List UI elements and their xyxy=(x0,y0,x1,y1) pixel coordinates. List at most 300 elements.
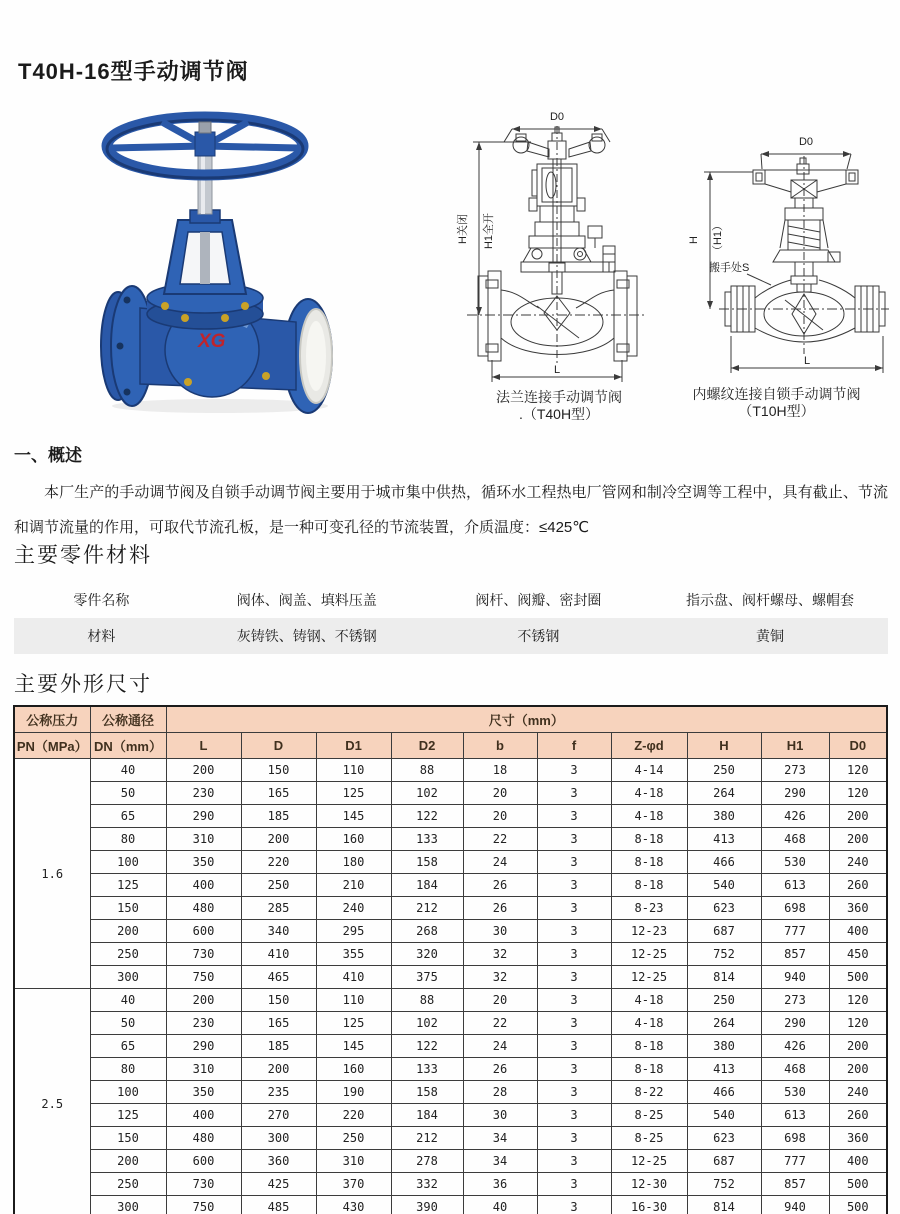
bolt xyxy=(184,378,192,386)
dim-cell: 857 xyxy=(761,1173,829,1196)
dim-cell: 20 xyxy=(463,805,537,828)
header-pressure: 公称压力 xyxy=(14,706,90,733)
dim-row xyxy=(14,1104,887,1127)
materials-cell: 阀杆、阀瓣、密封圈 xyxy=(475,592,602,608)
dim-cell: 34 xyxy=(463,1127,537,1150)
dim-cell: 857 xyxy=(761,943,829,966)
dim-cell: 30 xyxy=(463,920,537,943)
dim-cell: 400 xyxy=(166,874,241,897)
dim-row xyxy=(14,1127,887,1150)
dim-cell: 26 xyxy=(463,874,537,897)
dim-cell: 355 xyxy=(316,943,391,966)
dim-cell: 8-23 xyxy=(611,897,687,920)
dim-cell: 184 xyxy=(391,874,463,897)
dim-cell: 340 xyxy=(241,920,316,943)
header-col: L xyxy=(166,733,241,759)
dim-cell: 150 xyxy=(241,759,316,782)
dim-cell: 3 xyxy=(537,759,611,782)
dim-cell: 28 xyxy=(463,1081,537,1104)
dim-cell: 300 xyxy=(241,1127,316,1150)
svg-text:L: L xyxy=(553,364,561,376)
dim-cell: 120 xyxy=(829,989,887,1012)
dim-cell: 158 xyxy=(391,1081,463,1104)
dim-cell: 200 xyxy=(90,920,166,943)
dim-cell: 150 xyxy=(90,897,166,920)
dim-cell: 133 xyxy=(391,1058,463,1081)
dim-cell: 777 xyxy=(761,1150,829,1173)
materials-cell: 阀体、阀盖、填料压盖 xyxy=(236,592,377,608)
dim-cell: 380 xyxy=(687,805,761,828)
dim-cell: 3 xyxy=(537,782,611,805)
header-col: f xyxy=(537,733,611,759)
dim-cell: 530 xyxy=(761,1081,829,1104)
dim-table-body xyxy=(14,759,887,1214)
drawing-flanged-valve xyxy=(445,98,673,386)
dim-cell: 426 xyxy=(761,805,829,828)
header-col: H1 xyxy=(761,733,829,759)
header-col: D xyxy=(241,733,316,759)
dim-cell: 200 xyxy=(241,1058,316,1081)
dim-cell: 100 xyxy=(90,851,166,874)
dim-cell: 450 xyxy=(829,943,887,966)
drawing1-caption xyxy=(445,389,673,423)
dim-cell: 3 xyxy=(537,1058,611,1081)
dim-cell: 290 xyxy=(761,782,829,805)
dim-cell: 3 xyxy=(537,828,611,851)
dim-cell: 466 xyxy=(687,1081,761,1104)
dim-cell: 687 xyxy=(687,1150,761,1173)
dim-cell: 500 xyxy=(829,1196,887,1214)
dim-cell: 530 xyxy=(761,851,829,874)
dim-cell: 3 xyxy=(537,1196,611,1214)
dim-cell: 240 xyxy=(316,897,391,920)
dim-cell: 16-30 xyxy=(611,1196,687,1214)
dim-cell: 125 xyxy=(90,874,166,897)
header-col: D0 xyxy=(829,733,887,759)
dim-cell: 184 xyxy=(391,1104,463,1127)
dim-cell: 3 xyxy=(537,989,611,1012)
dim-cell: 500 xyxy=(829,1173,887,1196)
dim-header-row-1 xyxy=(14,706,887,733)
dim-cell: 88 xyxy=(391,759,463,782)
dim-cell: 125 xyxy=(316,1012,391,1035)
dim-cell: 3 xyxy=(537,1035,611,1058)
drawing-threaded-valve xyxy=(683,128,895,380)
dim-cell: 600 xyxy=(166,1150,241,1173)
bonnet-assembly xyxy=(521,164,615,272)
dim-cell: 270 xyxy=(241,1104,316,1127)
dim-cell: 185 xyxy=(241,1035,316,1058)
dim-cell: 3 xyxy=(537,805,611,828)
dim-cell: 260 xyxy=(829,1104,887,1127)
dim-cell: 110 xyxy=(316,759,391,782)
dim-cell: 375 xyxy=(391,966,463,989)
dim-cell: 3 xyxy=(537,1127,611,1150)
dim-cell: 185 xyxy=(241,805,316,828)
dim-row xyxy=(14,851,887,874)
handwheel xyxy=(513,127,605,159)
dim-cell: 350 xyxy=(166,1081,241,1104)
dim-cell: 687 xyxy=(687,920,761,943)
dim-cell: 3 xyxy=(537,874,611,897)
dim-cell: 264 xyxy=(687,782,761,805)
dim-cell: 8-18 xyxy=(611,828,687,851)
svg-text:H1全开: H1全开 xyxy=(483,212,495,250)
dim-cell: 250 xyxy=(316,1127,391,1150)
header-pn-unit: PN（MPa） xyxy=(14,733,90,759)
dim-cell: 465 xyxy=(241,966,316,989)
dim-cell: 3 xyxy=(537,1081,611,1104)
dim-cell: 100 xyxy=(90,1081,166,1104)
dim-h xyxy=(455,142,531,315)
dim-cell: 40 xyxy=(463,1196,537,1214)
dim-cell: 814 xyxy=(687,966,761,989)
pn-group-label: 1.6 xyxy=(14,759,90,989)
dim-cell: 485 xyxy=(241,1196,316,1214)
dim-cell: 777 xyxy=(761,920,829,943)
materials-cell: 不锈钢 xyxy=(517,628,560,644)
dim-cell: 200 xyxy=(829,828,887,851)
dim-row xyxy=(14,805,887,828)
dim-cell: 125 xyxy=(90,1104,166,1127)
dim-cell: 310 xyxy=(316,1150,391,1173)
svg-text:D0: D0 xyxy=(549,111,565,123)
dim-cell: 8-25 xyxy=(611,1104,687,1127)
svg-text:H: H xyxy=(688,236,700,244)
dim-cell: 290 xyxy=(761,1012,829,1035)
dim-cell: 260 xyxy=(829,874,887,897)
dim-row xyxy=(14,1081,887,1104)
dim-cell: 120 xyxy=(829,1012,887,1035)
dim-cell: 200 xyxy=(829,1058,887,1081)
spanner-label xyxy=(709,260,771,285)
dim-cell: 102 xyxy=(391,1012,463,1035)
svg-text:H关闭: H关闭 xyxy=(457,214,469,244)
dim-cell: 200 xyxy=(829,1035,887,1058)
dim-cell: 240 xyxy=(829,851,887,874)
dim-cell: 390 xyxy=(391,1196,463,1214)
dim-cell: 145 xyxy=(316,805,391,828)
dim-cell: 12-25 xyxy=(611,1150,687,1173)
dim-cell: 133 xyxy=(391,828,463,851)
drawing2-caption-line1: 内螺纹连接自锁手动调节阀 xyxy=(692,386,861,402)
dim-cell: 295 xyxy=(316,920,391,943)
dimensions-table xyxy=(13,705,888,1214)
dim-cell: 273 xyxy=(761,989,829,1012)
dim-cell: 12-30 xyxy=(611,1173,687,1196)
dim-cell: 413 xyxy=(687,828,761,851)
dim-cell: 4-18 xyxy=(611,989,687,1012)
dim-cell: 8-18 xyxy=(611,851,687,874)
dim-cell: 285 xyxy=(241,897,316,920)
svg-text:（H1）: （H1） xyxy=(712,219,724,257)
dim-cell: 623 xyxy=(687,897,761,920)
dim-l xyxy=(492,360,622,382)
dim-cell: 22 xyxy=(463,1012,537,1035)
materials-label: 零件名称 xyxy=(73,592,130,608)
dim-row xyxy=(14,759,887,782)
dim-cell: 370 xyxy=(316,1173,391,1196)
dim-cell: 240 xyxy=(829,1081,887,1104)
dimensions-heading: 主要外形尺寸 xyxy=(14,673,152,696)
dim-cell: 425 xyxy=(241,1173,316,1196)
dim-cell: 400 xyxy=(829,920,887,943)
dim-cell: 120 xyxy=(829,782,887,805)
dim-cell: 160 xyxy=(316,1058,391,1081)
dim-cell: 150 xyxy=(241,989,316,1012)
dim-row xyxy=(14,966,887,989)
dim-cell: 200 xyxy=(829,805,887,828)
materials-label: 材料 xyxy=(87,628,116,644)
dim-cell: 122 xyxy=(391,805,463,828)
dim-row xyxy=(14,1150,887,1173)
dim-cell: 468 xyxy=(761,1058,829,1081)
dim-cell: 273 xyxy=(761,759,829,782)
dim-cell: 468 xyxy=(761,828,829,851)
dim-cell: 698 xyxy=(761,1127,829,1150)
dim-cell: 410 xyxy=(241,943,316,966)
dim-cell: 12-25 xyxy=(611,943,687,966)
dim-cell: 65 xyxy=(90,805,166,828)
dim-row xyxy=(14,1035,887,1058)
dim-row xyxy=(14,874,887,897)
dim-cell: 50 xyxy=(90,782,166,805)
dim-cell: 750 xyxy=(166,1196,241,1214)
drawing2-caption-line2: （T10H型） xyxy=(738,403,815,419)
dim-cell: 250 xyxy=(687,989,761,1012)
dim-cell: 26 xyxy=(463,1058,537,1081)
dim-cell: 40 xyxy=(90,989,166,1012)
dim-cell: 752 xyxy=(687,1173,761,1196)
dim-cell: 360 xyxy=(829,897,887,920)
dim-cell: 426 xyxy=(761,1035,829,1058)
dim-cell: 220 xyxy=(316,1104,391,1127)
header-col: H xyxy=(687,733,761,759)
dim-cell: 466 xyxy=(687,851,761,874)
dim-cell: 250 xyxy=(241,874,316,897)
dim-cell: 3 xyxy=(537,966,611,989)
dim-cell: 180 xyxy=(316,851,391,874)
dim-cell: 230 xyxy=(166,782,241,805)
dim-row xyxy=(14,1173,887,1196)
dim-cell: 88 xyxy=(391,989,463,1012)
dim-cell: 8-18 xyxy=(611,1058,687,1081)
dim-cell: 80 xyxy=(90,828,166,851)
dim-row xyxy=(14,1196,887,1214)
dim-row xyxy=(14,897,887,920)
dim-row xyxy=(14,1058,887,1081)
brand-logo: XG xyxy=(198,331,226,352)
dim-cell: 3 xyxy=(537,851,611,874)
dim-cell: 3 xyxy=(537,1012,611,1035)
dim-cell: 300 xyxy=(90,1196,166,1214)
dim-cell: 310 xyxy=(166,828,241,851)
dim-cell: 32 xyxy=(463,943,537,966)
overview-paragraph: 本厂生产的手动调节阀及自锁手动调节阀主要用于城市集中供热，循环水工程热电厂管网和制冷空调等工程中，具有截止、节流和调节流量的作用，可取代节流孔板，是一种可变孔径的节流装置，介质温度：≤425℃ xyxy=(14,484,888,536)
header-col: Z-φd xyxy=(611,733,687,759)
dim-cell: 250 xyxy=(687,759,761,782)
materials-cell: 灰铸铁、铸钢、不锈钢 xyxy=(236,628,377,644)
dim-cell: 12-23 xyxy=(611,920,687,943)
dim-cell: 400 xyxy=(166,1104,241,1127)
dim-cell: 24 xyxy=(463,1035,537,1058)
dim-cell: 34 xyxy=(463,1150,537,1173)
dim-cell: 150 xyxy=(90,1127,166,1150)
dim-cell: 3 xyxy=(537,920,611,943)
dim-cell: 360 xyxy=(241,1150,316,1173)
dim-cell: 730 xyxy=(166,1173,241,1196)
dim-cell: 20 xyxy=(463,989,537,1012)
pn-group-label: 2.5 xyxy=(14,989,90,1214)
dim-cell: 278 xyxy=(391,1150,463,1173)
stem xyxy=(198,154,212,214)
materials-row-materials xyxy=(14,618,888,654)
valve-product-photo xyxy=(70,94,370,416)
dim-cell: 80 xyxy=(90,1058,166,1081)
dim-cell: 413 xyxy=(687,1058,761,1081)
dim-cell: 8-18 xyxy=(611,874,687,897)
overview-heading: 一、概述 xyxy=(14,446,82,465)
dim-cell: 165 xyxy=(241,1012,316,1035)
dim-cell: 200 xyxy=(166,759,241,782)
dim-cell: 3 xyxy=(537,1104,611,1127)
dim-cell: 200 xyxy=(241,828,316,851)
dim-cell: 190 xyxy=(316,1081,391,1104)
materials-cell: 黄铜 xyxy=(756,628,784,644)
dim-cell: 814 xyxy=(687,1196,761,1214)
dim-row xyxy=(14,828,887,851)
dim-cell: 480 xyxy=(166,1127,241,1150)
dim-header-row-2 xyxy=(14,733,887,759)
header-dn-unit: DN（mm） xyxy=(90,733,166,759)
dim-row xyxy=(14,1012,887,1035)
header-col: D2 xyxy=(391,733,463,759)
dim-cell: 230 xyxy=(166,1012,241,1035)
header-dn: 公称通径 xyxy=(90,706,166,733)
dim-cell: 750 xyxy=(166,966,241,989)
materials-row-names xyxy=(14,582,888,618)
dim-cell: 36 xyxy=(463,1173,537,1196)
dim-cell: 212 xyxy=(391,897,463,920)
dim-cell: 4-18 xyxy=(611,805,687,828)
dim-cell: 122 xyxy=(391,1035,463,1058)
dim-cell: 160 xyxy=(316,828,391,851)
header-col: D1 xyxy=(316,733,391,759)
dim-cell: 264 xyxy=(687,1012,761,1035)
dim-cell: 125 xyxy=(316,782,391,805)
dim-cell: 200 xyxy=(166,989,241,1012)
dim-cell: 220 xyxy=(241,851,316,874)
dim-cell: 8-25 xyxy=(611,1127,687,1150)
dim-cell: 540 xyxy=(687,874,761,897)
header-col: b xyxy=(463,733,537,759)
dim-cell: 613 xyxy=(761,874,829,897)
dim-cell: 540 xyxy=(687,1104,761,1127)
dim-cell: 40 xyxy=(90,759,166,782)
dim-cell: 400 xyxy=(829,1150,887,1173)
dim-cell: 698 xyxy=(761,897,829,920)
dim-cell: 730 xyxy=(166,943,241,966)
dim-cell: 410 xyxy=(316,966,391,989)
dim-cell: 332 xyxy=(391,1173,463,1196)
dim-cell: 145 xyxy=(316,1035,391,1058)
svg-text:D0: D0 xyxy=(798,136,814,148)
dim-cell: 120 xyxy=(829,759,887,782)
page-title: T40H-16型手动调节阀 xyxy=(18,58,249,84)
header-size: 尺寸（mm） xyxy=(166,706,887,733)
dim-cell: 22 xyxy=(463,828,537,851)
dim-cell: 380 xyxy=(687,1035,761,1058)
dim-cell: 4-14 xyxy=(611,759,687,782)
bonnet-assembly xyxy=(773,198,840,284)
dim-cell: 250 xyxy=(90,943,166,966)
dim-cell: 3 xyxy=(537,1173,611,1196)
dim-cell: 268 xyxy=(391,920,463,943)
dim-cell: 4-18 xyxy=(611,1012,687,1035)
dim-cell: 623 xyxy=(687,1127,761,1150)
dim-cell: 430 xyxy=(316,1196,391,1214)
dim-cell: 3 xyxy=(537,1150,611,1173)
dim-cell: 12-25 xyxy=(611,966,687,989)
svg-text:搬手处S: 搬手处S xyxy=(709,262,750,274)
svg-text:L: L xyxy=(803,355,811,367)
top-handle xyxy=(753,158,858,198)
dim-cell: 110 xyxy=(316,989,391,1012)
dim-cell: 30 xyxy=(463,1104,537,1127)
dim-cell: 102 xyxy=(391,782,463,805)
dim-cell: 50 xyxy=(90,1012,166,1035)
dim-row xyxy=(14,989,887,1012)
dim-cell: 24 xyxy=(463,851,537,874)
bolt xyxy=(262,372,270,380)
dim-cell: 940 xyxy=(761,966,829,989)
dim-cell: 320 xyxy=(391,943,463,966)
valve-body xyxy=(725,280,885,342)
dim-cell: 600 xyxy=(166,920,241,943)
dim-cell: 613 xyxy=(761,1104,829,1127)
yoke xyxy=(164,210,246,294)
drawing1-caption-line1: 法兰连接手动调节阀 xyxy=(496,389,622,405)
materials-heading: 主要零件材料 xyxy=(14,544,152,567)
dim-cell: 4-18 xyxy=(611,782,687,805)
dim-cell: 18 xyxy=(463,759,537,782)
dim-cell: 752 xyxy=(687,943,761,966)
dim-cell: 158 xyxy=(391,851,463,874)
dim-cell: 26 xyxy=(463,897,537,920)
dim-cell: 165 xyxy=(241,782,316,805)
dim-cell: 300 xyxy=(90,966,166,989)
dim-cell: 480 xyxy=(166,897,241,920)
dim-cell: 350 xyxy=(166,851,241,874)
dim-cell: 8-18 xyxy=(611,1035,687,1058)
dim-cell: 360 xyxy=(829,1127,887,1150)
dim-cell: 290 xyxy=(166,1035,241,1058)
dim-cell: 210 xyxy=(316,874,391,897)
dim-cell: 310 xyxy=(166,1058,241,1081)
dim-cell: 500 xyxy=(829,966,887,989)
materials-cell: 指示盘、阀杆螺母、螺帽套 xyxy=(686,592,854,608)
dim-row xyxy=(14,920,887,943)
dim-cell: 32 xyxy=(463,966,537,989)
materials-table xyxy=(14,582,888,654)
dim-cell: 8-22 xyxy=(611,1081,687,1104)
drawing2-caption xyxy=(653,386,900,420)
dim-row xyxy=(14,782,887,805)
dim-cell: 212 xyxy=(391,1127,463,1150)
drawing1-caption-line2: .（T40H型） xyxy=(518,406,600,422)
dim-cell: 235 xyxy=(241,1081,316,1104)
dim-cell: 940 xyxy=(761,1196,829,1214)
